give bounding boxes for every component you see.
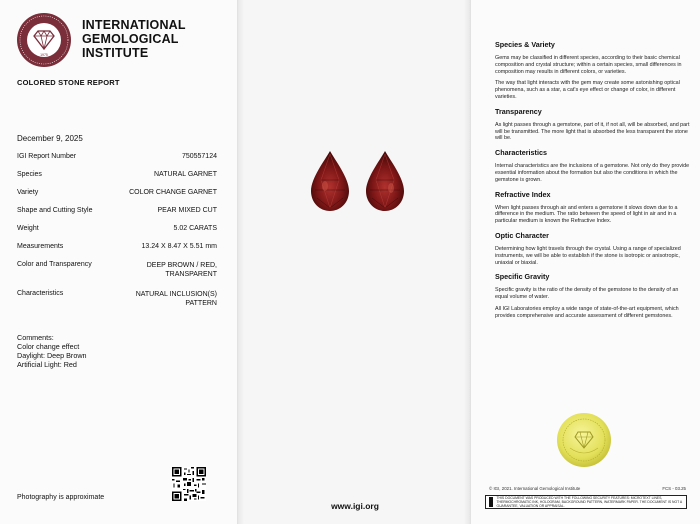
field-row: [17, 189, 217, 196]
right-panel: [471, 0, 700, 524]
field-row: [17, 171, 217, 178]
section-paragraph: Internal characteristics are the inclusions of a gemstone. Not only do they provide essential information about the formation but also the conditions in which the gemstone is grown.: [495, 163, 690, 183]
field-label: Measurements: [17, 243, 64, 250]
report-title: COLORED STONE REPORT: [17, 78, 120, 87]
copyright-text: © IGI, 2021. International Gemological Institute: [489, 486, 581, 491]
comment-line: Artificial Light: Red: [17, 360, 77, 369]
section-refractive-index: [495, 190, 691, 225]
section-paragraph: Gems may be classified in different species, according to their basic chemical composition and crystal structure; within a certain species, small differences in composition may results in different colors, or varieties.: [495, 55, 682, 75]
photography-note: Photography is approximate: [17, 494, 105, 501]
report-date: December 9, 2025: [17, 134, 83, 143]
field-label: Characteristics: [17, 290, 64, 297]
gemstone-left-icon: [311, 151, 349, 211]
section-paragraph: The way that light interacts with the gem may create some astonishing optical phenomena, such as a star, a cat's eye effect or change of color, in different varieties.: [495, 80, 680, 100]
section-paragraph: Determining how light travels through the crystal. Using a range of specialized instruments, we will be able to establish if the stone is isotropic or anisotropic, uniaxial or biaxial.: [495, 245, 681, 266]
comment-line: Color change effect: [17, 342, 80, 351]
field-label: Species: [17, 171, 42, 178]
qr-code-icon[interactable]: [172, 467, 206, 501]
comments-block: [17, 333, 87, 369]
institute-line-1: INTERNATIONAL: [82, 18, 186, 32]
disclaimer-text: THIS DOCUMENT WAS PRODUCED WITH THE FOLLOWING SECURITY FEATURES: MICROTEXT LINES, THERMOCHROMATIC INK, HOLOGRAM, BACKGROUND PATTERN, WATERMARK PAPER. THE DOCUMENT IS NOT A GUARANTEE, VALUATION OR APPRAISAL.: [496, 496, 682, 508]
section-specific-gravity: [495, 272, 691, 319]
info-text: [495, 40, 691, 326]
section-species: [495, 40, 691, 101]
field-row: [17, 243, 217, 250]
section-optic-character: [495, 231, 691, 266]
comments-heading: Comments:: [17, 333, 54, 342]
section-heading: Characteristics: [495, 148, 547, 158]
security-disclaimer-bar: [485, 495, 687, 509]
field-value: COLOR CHANGE GARNET: [129, 189, 217, 196]
field-label: Variety: [17, 189, 39, 196]
field-value-line: PATTERN: [185, 300, 217, 307]
field-value: PEAR MIXED CUT: [157, 207, 217, 214]
institute-line-2: GEMOLOGICAL: [82, 32, 179, 46]
section-heading: Specific Gravity: [495, 272, 550, 282]
section-paragraph: All IGI Laboratories employ a wide range of state-of-the-art equipment, which provides comprehensive and accurate assessment of different gemstones.: [495, 305, 679, 319]
section-heading: Optic Character: [495, 230, 549, 240]
field-value-line: DEEP BROWN / RED,: [146, 262, 217, 269]
field-label: Weight: [17, 225, 39, 232]
field-label: Shape and Cutting Style: [17, 207, 93, 214]
gemstone-photo: [303, 150, 413, 212]
igi-logo-icon: [16, 12, 72, 68]
field-value: NATURAL GARNET: [153, 171, 217, 178]
gemstone-right-icon: [366, 151, 404, 211]
form-code: FCS - 03.25: [662, 486, 686, 491]
section-heading: Transparency: [495, 106, 542, 116]
website-link[interactable]: www.igi.org: [331, 501, 379, 511]
institute-name: [82, 18, 186, 60]
field-row: [17, 225, 217, 232]
section-heading: Species & Variety: [495, 40, 555, 49]
section-transparency: [495, 107, 691, 142]
comment-line: Daylight: Deep Brown: [17, 351, 87, 360]
section-characteristics: [495, 148, 691, 183]
field-value: 5.02 CARATS: [173, 225, 217, 232]
field-label: Color and Transparency: [17, 261, 92, 268]
igi-mark-icon: [489, 497, 493, 507]
field-value: [117, 261, 217, 279]
section-heading: Refractive Index: [495, 189, 551, 199]
section-paragraph: When light passes through air and enters a gemstone it slows down due to a difference in the medium. The ratio between the speed of light in air and in a particular medium is known the Refractive Index.: [495, 204, 678, 225]
field-value: [117, 290, 217, 308]
fold-shadow: [464, 0, 470, 524]
report-fields: [17, 134, 217, 319]
section-paragraph: Specific gravity is the ratio of the density of the gemstone to the density of an equal volume of water.: [495, 287, 679, 301]
fold-shadow: [238, 0, 244, 524]
center-panel: [237, 0, 471, 524]
field-value-line: NATURAL INCLUSION(S): [135, 291, 217, 298]
field-row: [17, 207, 217, 214]
institute-line-3: INSTITUTE: [82, 46, 149, 60]
field-value: 750557124: [181, 153, 217, 160]
field-row: [17, 261, 217, 279]
section-paragraph: As light passes through a gemstone, part of it, if not all, will be absorbed, and part will be transmitted. The more light that is absorbed the less transparent the stone will be.: [495, 121, 690, 142]
svg-text:1975: 1975: [40, 53, 48, 57]
left-panel: [0, 0, 237, 524]
hologram-seal-icon: [556, 412, 612, 468]
field-value-line: TRANSPARENT: [165, 271, 217, 278]
field-value: 13.24 X 8.47 X 5.51 mm: [141, 243, 217, 250]
field-row: [17, 290, 217, 308]
field-row: [17, 153, 217, 160]
field-label: IGI Report Number: [17, 153, 77, 160]
